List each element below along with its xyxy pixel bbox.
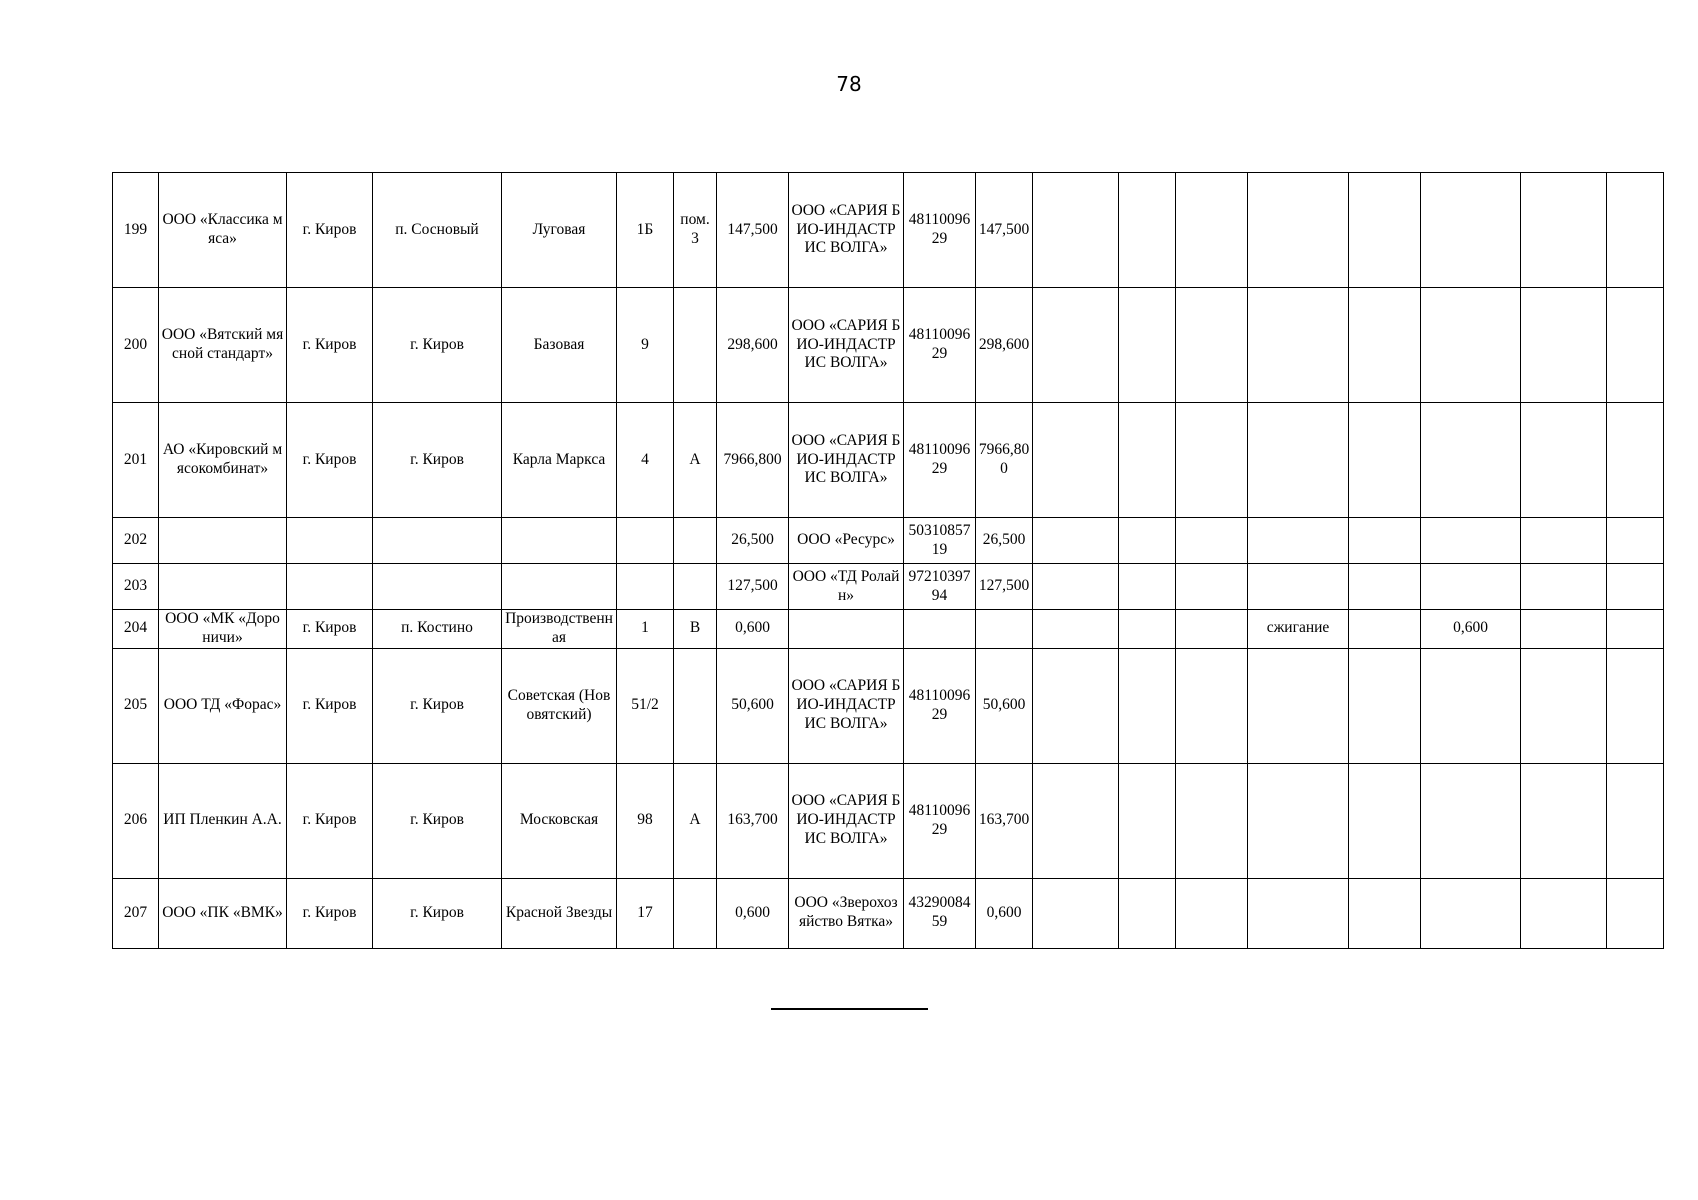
empty-cell	[1521, 288, 1607, 403]
building-suffix-cell: А	[674, 763, 717, 878]
empty-cell	[1176, 610, 1248, 649]
transferred-amount-cell	[976, 610, 1033, 649]
recipient-cell: ООО «САРИЯ БИО-ИНДАСТРИС ВОЛГА»	[789, 173, 904, 288]
empty-cell	[1033, 610, 1119, 649]
empty-cell	[1349, 763, 1421, 878]
empty-cell	[1176, 288, 1248, 403]
empty-cell	[1176, 403, 1248, 518]
house-number-cell: 51/2	[617, 648, 674, 763]
empty-cell	[1033, 518, 1119, 564]
empty-cell	[1349, 173, 1421, 288]
empty-cell	[1521, 610, 1607, 649]
recipient-cell: ООО «ТД Ролайн»	[789, 564, 904, 610]
page-number: 78	[836, 72, 862, 96]
row-number-cell: 202	[113, 518, 159, 564]
empty-cell	[1033, 173, 1119, 288]
row-number-cell: 205	[113, 648, 159, 763]
row-number-cell: 203	[113, 564, 159, 610]
waste-amount-cell: 147,500	[717, 173, 789, 288]
transferred-amount-cell: 147,500	[976, 173, 1033, 288]
empty-cell	[1119, 403, 1176, 518]
empty-cell	[1607, 610, 1664, 649]
city-cell: г. Киров	[287, 173, 373, 288]
recipient-inn-cell: 4329008459	[904, 878, 976, 948]
organization-cell	[159, 518, 287, 564]
empty-cell	[1521, 518, 1607, 564]
house-number-cell: 9	[617, 288, 674, 403]
empty-cell	[1119, 610, 1176, 649]
building-suffix-cell: А	[674, 403, 717, 518]
locality-cell	[373, 518, 502, 564]
empty-cell	[1349, 564, 1421, 610]
street-cell: Московская	[502, 763, 617, 878]
disposal-method-cell	[1248, 648, 1349, 763]
empty-cell	[1349, 403, 1421, 518]
transferred-amount-cell: 163,700	[976, 763, 1033, 878]
empty-cell	[1033, 564, 1119, 610]
empty-cell	[1349, 648, 1421, 763]
empty-cell	[1349, 878, 1421, 948]
empty-cell	[1349, 518, 1421, 564]
house-number-cell: 1	[617, 610, 674, 649]
city-cell	[287, 564, 373, 610]
empty-cell	[1607, 288, 1664, 403]
recipient-inn-cell: 9721039794	[904, 564, 976, 610]
waste-amount-cell: 50,600	[717, 648, 789, 763]
organization-cell: АО «Кировский мясокомбинат»	[159, 403, 287, 518]
recipient-cell	[789, 610, 904, 649]
empty-cell	[1033, 403, 1119, 518]
locality-cell: п. Костино	[373, 610, 502, 649]
waste-amount-cell: 26,500	[717, 518, 789, 564]
city-cell: г. Киров	[287, 288, 373, 403]
waste-registry-table	[112, 172, 1664, 949]
street-cell: Красной Звезды	[502, 878, 617, 948]
table-row	[113, 518, 1664, 564]
table-row	[113, 173, 1664, 288]
waste-amount-cell: 0,600	[717, 878, 789, 948]
recipient-inn-cell: 4811009629	[904, 288, 976, 403]
organization-cell: ООО «Вятский мясной стандарт»	[159, 288, 287, 403]
empty-cell	[1521, 878, 1607, 948]
disposal-method-cell	[1248, 518, 1349, 564]
table-row	[113, 878, 1664, 948]
city-cell: г. Киров	[287, 763, 373, 878]
disposed-amount-cell	[1421, 878, 1521, 948]
locality-cell: г. Киров	[373, 648, 502, 763]
transferred-amount-cell: 50,600	[976, 648, 1033, 763]
table-row	[113, 564, 1664, 610]
waste-amount-cell: 127,500	[717, 564, 789, 610]
row-number-cell: 199	[113, 173, 159, 288]
house-number-cell: 98	[617, 763, 674, 878]
transferred-amount-cell: 26,500	[976, 518, 1033, 564]
row-number-cell: 207	[113, 878, 159, 948]
recipient-cell: ООО «САРИЯ БИО-ИНДАСТРИС ВОЛГА»	[789, 403, 904, 518]
empty-cell	[1521, 763, 1607, 878]
locality-cell: п. Сосновый	[373, 173, 502, 288]
street-cell: Производственная	[502, 610, 617, 649]
street-cell: Советская (Нововятский)	[502, 648, 617, 763]
empty-cell	[1176, 518, 1248, 564]
disposed-amount-cell	[1421, 518, 1521, 564]
table-row	[113, 403, 1664, 518]
empty-cell	[1607, 564, 1664, 610]
empty-cell	[1176, 173, 1248, 288]
building-suffix-cell	[674, 648, 717, 763]
empty-cell	[1033, 878, 1119, 948]
recipient-cell: ООО «САРИЯ БИО-ИНДАСТРИС ВОЛГА»	[789, 288, 904, 403]
organization-cell: ИП Пленкин А.А.	[159, 763, 287, 878]
waste-amount-cell: 0,600	[717, 610, 789, 649]
disposed-amount-cell	[1421, 288, 1521, 403]
empty-cell	[1349, 610, 1421, 649]
empty-cell	[1033, 763, 1119, 878]
empty-cell	[1349, 288, 1421, 403]
building-suffix-cell	[674, 878, 717, 948]
city-cell: г. Киров	[287, 610, 373, 649]
empty-cell	[1521, 648, 1607, 763]
disposed-amount-cell	[1421, 648, 1521, 763]
disposal-method-cell	[1248, 173, 1349, 288]
building-suffix-cell	[674, 564, 717, 610]
row-number-cell: 200	[113, 288, 159, 403]
recipient-inn-cell: 4811009629	[904, 648, 976, 763]
locality-cell: г. Киров	[373, 878, 502, 948]
organization-cell: ООО «Классика мяса»	[159, 173, 287, 288]
locality-cell: г. Киров	[373, 763, 502, 878]
house-number-cell	[617, 518, 674, 564]
disposal-method-cell	[1248, 878, 1349, 948]
disposal-method-cell	[1248, 288, 1349, 403]
row-number-cell: 201	[113, 403, 159, 518]
empty-cell	[1033, 288, 1119, 403]
disposed-amount-cell	[1421, 564, 1521, 610]
row-number-cell: 206	[113, 763, 159, 878]
street-cell	[502, 564, 617, 610]
empty-cell	[1521, 173, 1607, 288]
locality-cell: г. Киров	[373, 288, 502, 403]
empty-cell	[1119, 518, 1176, 564]
empty-cell	[1119, 878, 1176, 948]
empty-cell	[1119, 564, 1176, 610]
organization-cell: ООО «ПК «ВМК»	[159, 878, 287, 948]
recipient-inn-cell: 4811009629	[904, 763, 976, 878]
empty-cell	[1119, 173, 1176, 288]
street-cell: Базовая	[502, 288, 617, 403]
empty-cell	[1176, 878, 1248, 948]
recipient-inn-cell: 5031085719	[904, 518, 976, 564]
recipient-inn-cell: 4811009629	[904, 173, 976, 288]
table-row	[113, 648, 1664, 763]
house-number-cell	[617, 564, 674, 610]
locality-cell: г. Киров	[373, 403, 502, 518]
empty-cell	[1176, 763, 1248, 878]
empty-cell	[1033, 648, 1119, 763]
locality-cell	[373, 564, 502, 610]
building-suffix-cell	[674, 518, 717, 564]
disposal-method-cell	[1248, 403, 1349, 518]
disposed-amount-cell	[1421, 763, 1521, 878]
empty-cell	[1521, 564, 1607, 610]
city-cell: г. Киров	[287, 648, 373, 763]
empty-cell	[1607, 763, 1664, 878]
empty-cell	[1521, 403, 1607, 518]
recipient-inn-cell	[904, 610, 976, 649]
recipient-cell: ООО «Ресурс»	[789, 518, 904, 564]
disposed-amount-cell	[1421, 173, 1521, 288]
transferred-amount-cell: 298,600	[976, 288, 1033, 403]
city-cell: г. Киров	[287, 403, 373, 518]
transferred-amount-cell: 127,500	[976, 564, 1033, 610]
transferred-amount-cell: 0,600	[976, 878, 1033, 948]
recipient-cell: ООО «Зверохозяйство Вятка»	[789, 878, 904, 948]
disposed-amount-cell	[1421, 403, 1521, 518]
table-row	[113, 763, 1664, 878]
building-suffix-cell: В	[674, 610, 717, 649]
disposed-amount-cell: 0,600	[1421, 610, 1521, 649]
empty-cell	[1607, 518, 1664, 564]
recipient-inn-cell: 4811009629	[904, 403, 976, 518]
row-number-cell: 204	[113, 610, 159, 649]
empty-cell	[1607, 403, 1664, 518]
house-number-cell: 4	[617, 403, 674, 518]
organization-cell	[159, 564, 287, 610]
city-cell	[287, 518, 373, 564]
organization-cell: ООО ТД «Форас»	[159, 648, 287, 763]
disposal-method-cell: сжигание	[1248, 610, 1349, 649]
empty-cell	[1176, 648, 1248, 763]
house-number-cell: 1Б	[617, 173, 674, 288]
organization-cell: ООО «МК «Дороничи»	[159, 610, 287, 649]
street-cell: Луговая	[502, 173, 617, 288]
street-cell: Карла Маркса	[502, 403, 617, 518]
disposal-method-cell	[1248, 763, 1349, 878]
house-number-cell: 17	[617, 878, 674, 948]
empty-cell	[1607, 173, 1664, 288]
waste-amount-cell: 7966,800	[717, 403, 789, 518]
recipient-cell: ООО «САРИЯ БИО-ИНДАСТРИС ВОЛГА»	[789, 763, 904, 878]
table-row	[113, 288, 1664, 403]
disposal-method-cell	[1248, 564, 1349, 610]
recipient-cell: ООО «САРИЯ БИО-ИНДАСТРИС ВОЛГА»	[789, 648, 904, 763]
empty-cell	[1119, 763, 1176, 878]
empty-cell	[1607, 648, 1664, 763]
empty-cell	[1176, 564, 1248, 610]
city-cell: г. Киров	[287, 878, 373, 948]
table-row	[113, 610, 1664, 649]
street-cell	[502, 518, 617, 564]
empty-cell	[1119, 288, 1176, 403]
waste-amount-cell: 163,700	[717, 763, 789, 878]
building-suffix-cell: пом. 3	[674, 173, 717, 288]
transferred-amount-cell: 7966,800	[976, 403, 1033, 518]
empty-cell	[1119, 648, 1176, 763]
empty-cell	[1607, 878, 1664, 948]
building-suffix-cell	[674, 288, 717, 403]
footer-rule	[771, 1008, 928, 1010]
waste-amount-cell: 298,600	[717, 288, 789, 403]
